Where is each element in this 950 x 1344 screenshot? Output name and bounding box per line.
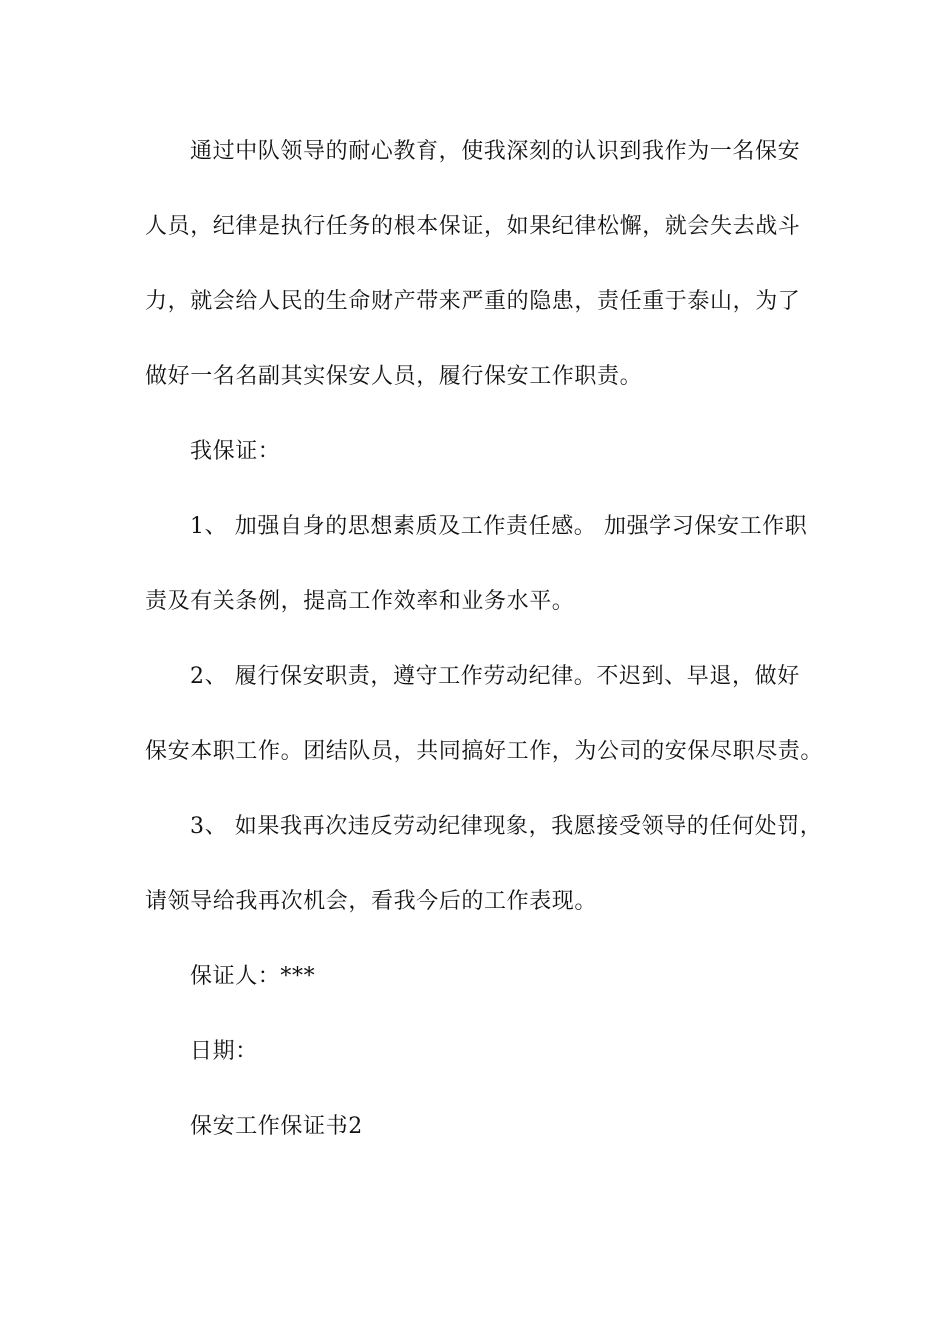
pledge-item-1-line-1: 1、 加强自身的思想素质及工作责任感。 加强学习保安工作职: [190, 514, 808, 539]
pledge-item-3-line-2: 请领导给我再次机会，看我今后的工作表现。: [145, 889, 598, 914]
guarantor-line: 保证人：***: [190, 964, 316, 989]
next-document-title: 保安工作保证书2: [190, 1114, 363, 1139]
pledge-item-2-line-1: 2、 履行保安职责，遵守工作劳动纪律。不迟到、早退，做好: [190, 664, 800, 689]
pledge-heading: 我保证：: [190, 439, 281, 464]
pledge-item-2-line-2: 保安本职工作。团结队员，共同搞好工作，为公司的安保尽职尽责。: [145, 739, 824, 764]
paragraph-intro-line-4: 做好一名名副其实保安人员，履行保安工作职责。: [145, 364, 643, 389]
paragraph-intro-line-1: 通过中队领导的耐心教育，使我深刻的认识到我作为一名保安: [190, 139, 801, 164]
date-line: 日期：: [190, 1039, 258, 1064]
paragraph-intro-line-2: 人员，纪律是执行任务的根本保证，如果纪律松懈，就会失去战斗: [145, 214, 801, 239]
pledge-item-1-line-2: 责及有关条例，提高工作效率和业务水平。: [145, 589, 575, 614]
paragraph-intro-line-3: 力，就会给人民的生命财产带来严重的隐患，责任重于泰山，为了: [145, 289, 801, 314]
pledge-item-3-line-1: 3、 如果我再次违反劳动纪律现象，我愿接受领导的任何处罚，: [190, 814, 823, 839]
